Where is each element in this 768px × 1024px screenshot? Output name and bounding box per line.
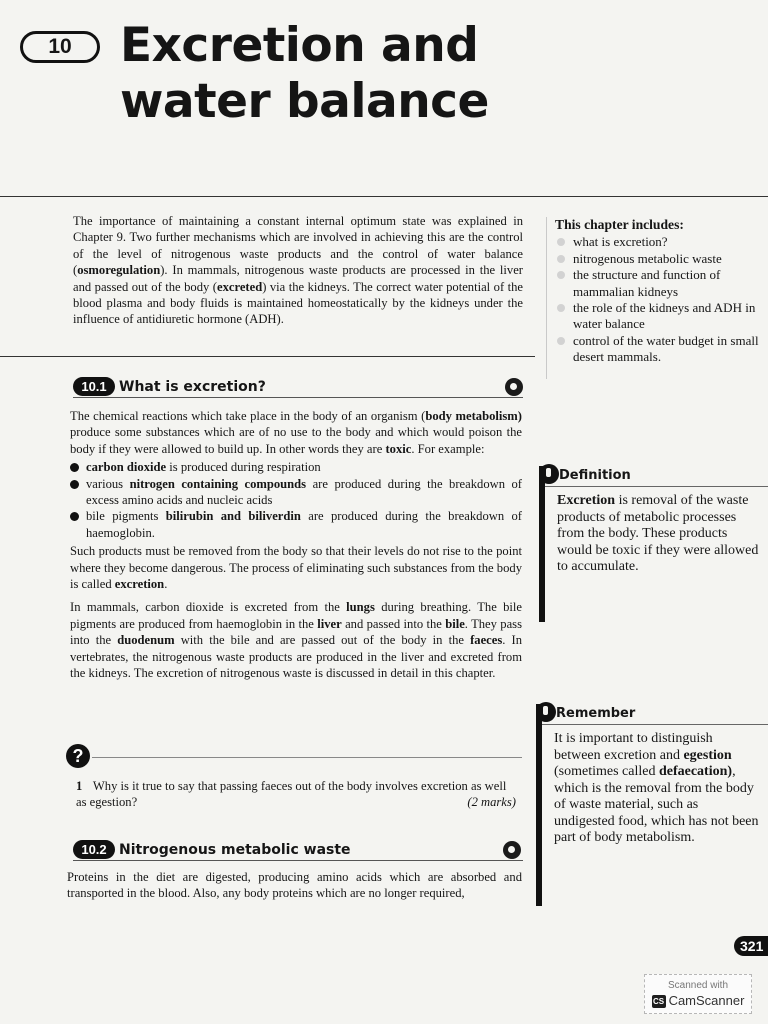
section-heading-10-1 <box>73 376 523 398</box>
chapter-title-line-2: water balance <box>120 74 489 129</box>
watermark-brand: CS CamScanner <box>653 993 745 1008</box>
question-icon: ? <box>66 744 90 768</box>
question-marks: (2 marks) <box>467 795 516 810</box>
chapter-title-line-1: Excretion and <box>120 18 479 73</box>
section-heading-10-2 <box>73 839 523 861</box>
example-bullet-list <box>70 459 522 541</box>
chapter-includes-title: This chapter includes: <box>555 217 684 232</box>
includes-item: what is excretion? <box>555 234 768 250</box>
bullet-icon <box>557 271 565 279</box>
section-marker-icon <box>503 841 521 859</box>
bullet-icon <box>557 238 565 246</box>
section-10-1-body <box>70 408 522 682</box>
intro-paragraph: The importance of maintaining a constant internal optimum state was explained in Chapter 9. Two further mechanisms which are involved in achieving this are the control of the level of nitrogenous waste products and the control of water balance (osmoregulation). In mammals, nitrogenous waste products are processed in the liver and passed out of the body (excreted) via the kidneys. The correct water potential of the blood plasma and body fluids is maintained homeostatically by the kidneys under the influence of antidiuretic hormone (ADH). <box>73 214 524 327</box>
includes-item: the structure and function of mammalian kidneys <box>555 267 768 300</box>
intro-rule <box>0 356 535 357</box>
chapter-includes-box <box>546 217 768 379</box>
paragraph: The chemical reactions which take place in the body of an organism (body metabolism) produce some substances which are of no use to the body and which would poison the body if they were allowed to build up. In other words they are toxic. For example: <box>70 409 522 456</box>
includes-item: nitrogenous metabolic waste <box>555 251 768 267</box>
section-rule <box>73 397 523 398</box>
bullet-icon <box>557 255 565 263</box>
remember-title: Remember <box>542 704 768 725</box>
list-item: various nitrogen containing compounds are produced during the breakdown of excess amino acids and nucleic acids <box>70 476 522 509</box>
definition-title: Definition <box>545 466 768 487</box>
paragraph: Such products must be removed from the body so that their levels do not rise to the point where they become dangerous. The process of eliminating such substances from the body is called excretion. <box>70 544 522 592</box>
bullet-icon <box>557 304 565 312</box>
section-rule <box>73 860 523 861</box>
list-item: bile pigments bilirubin and biliverdin are produced during the breakdown of haemoglobin. <box>70 508 522 541</box>
section-10-2-body: Proteins in the diet are digested, producing amino acids which are absorbed and transported in the blood. Also, any body proteins which are no longer required, <box>67 870 522 901</box>
paragraph: In mammals, carbon dioxide is excreted from the lungs during breathing. The bile pigments are produced from haemoglobin in the liver and passed into the bile. They pass into the duodenum with the bile and are passed out of the body in the faeces. In vertebrates, the nitrogenous waste products are produced in the liver and excreted from the kidneys. The excretion of nitrogenous waste is discussed in detail in this chapter. <box>70 600 522 681</box>
bullet-icon <box>557 337 565 345</box>
definition-box <box>539 466 768 622</box>
includes-item: control of the water budget in small desert mammals. <box>555 333 768 366</box>
section-title: Nitrogenous metabolic waste <box>119 842 351 858</box>
section-number-badge: 10.1 <box>73 377 115 396</box>
remember-text: It is important to distinguish between excretion and egestion (sometimes called defaecation), which is the removal from the body of waste material, such as undigested food, which has not been part of body metabolism. <box>554 731 759 845</box>
watermark-caption: Scanned with <box>667 980 729 991</box>
question-1 <box>76 778 516 811</box>
chapter-includes-list <box>555 234 768 365</box>
remember-box <box>536 704 768 906</box>
includes-item: the role of the kidneys and ADH in water balance <box>555 300 768 333</box>
header-rule <box>0 196 768 197</box>
page-number: 321 <box>734 936 768 956</box>
list-item: carbon dioxide is produced during respiration <box>70 459 522 475</box>
definition-text: Excretion is removal of the waste products of metabolic processes from the body. These products would be toxic if they were allowed to accumulate. <box>557 493 759 574</box>
section-number-badge: 10.2 <box>73 840 115 859</box>
question-rule <box>92 757 522 758</box>
section-title: What is excretion? <box>119 379 266 395</box>
chapter-title <box>120 18 560 130</box>
section-marker-icon <box>505 378 523 396</box>
camscanner-watermark <box>644 974 752 1014</box>
question-number: 1 <box>76 779 83 793</box>
question-text: Why is it true to say that passing faeces out of the body involves excretion as well as egestion? <box>76 779 507 810</box>
camscanner-logo-icon: CS <box>653 997 665 1006</box>
chapter-number-badge: 10 <box>20 31 100 63</box>
